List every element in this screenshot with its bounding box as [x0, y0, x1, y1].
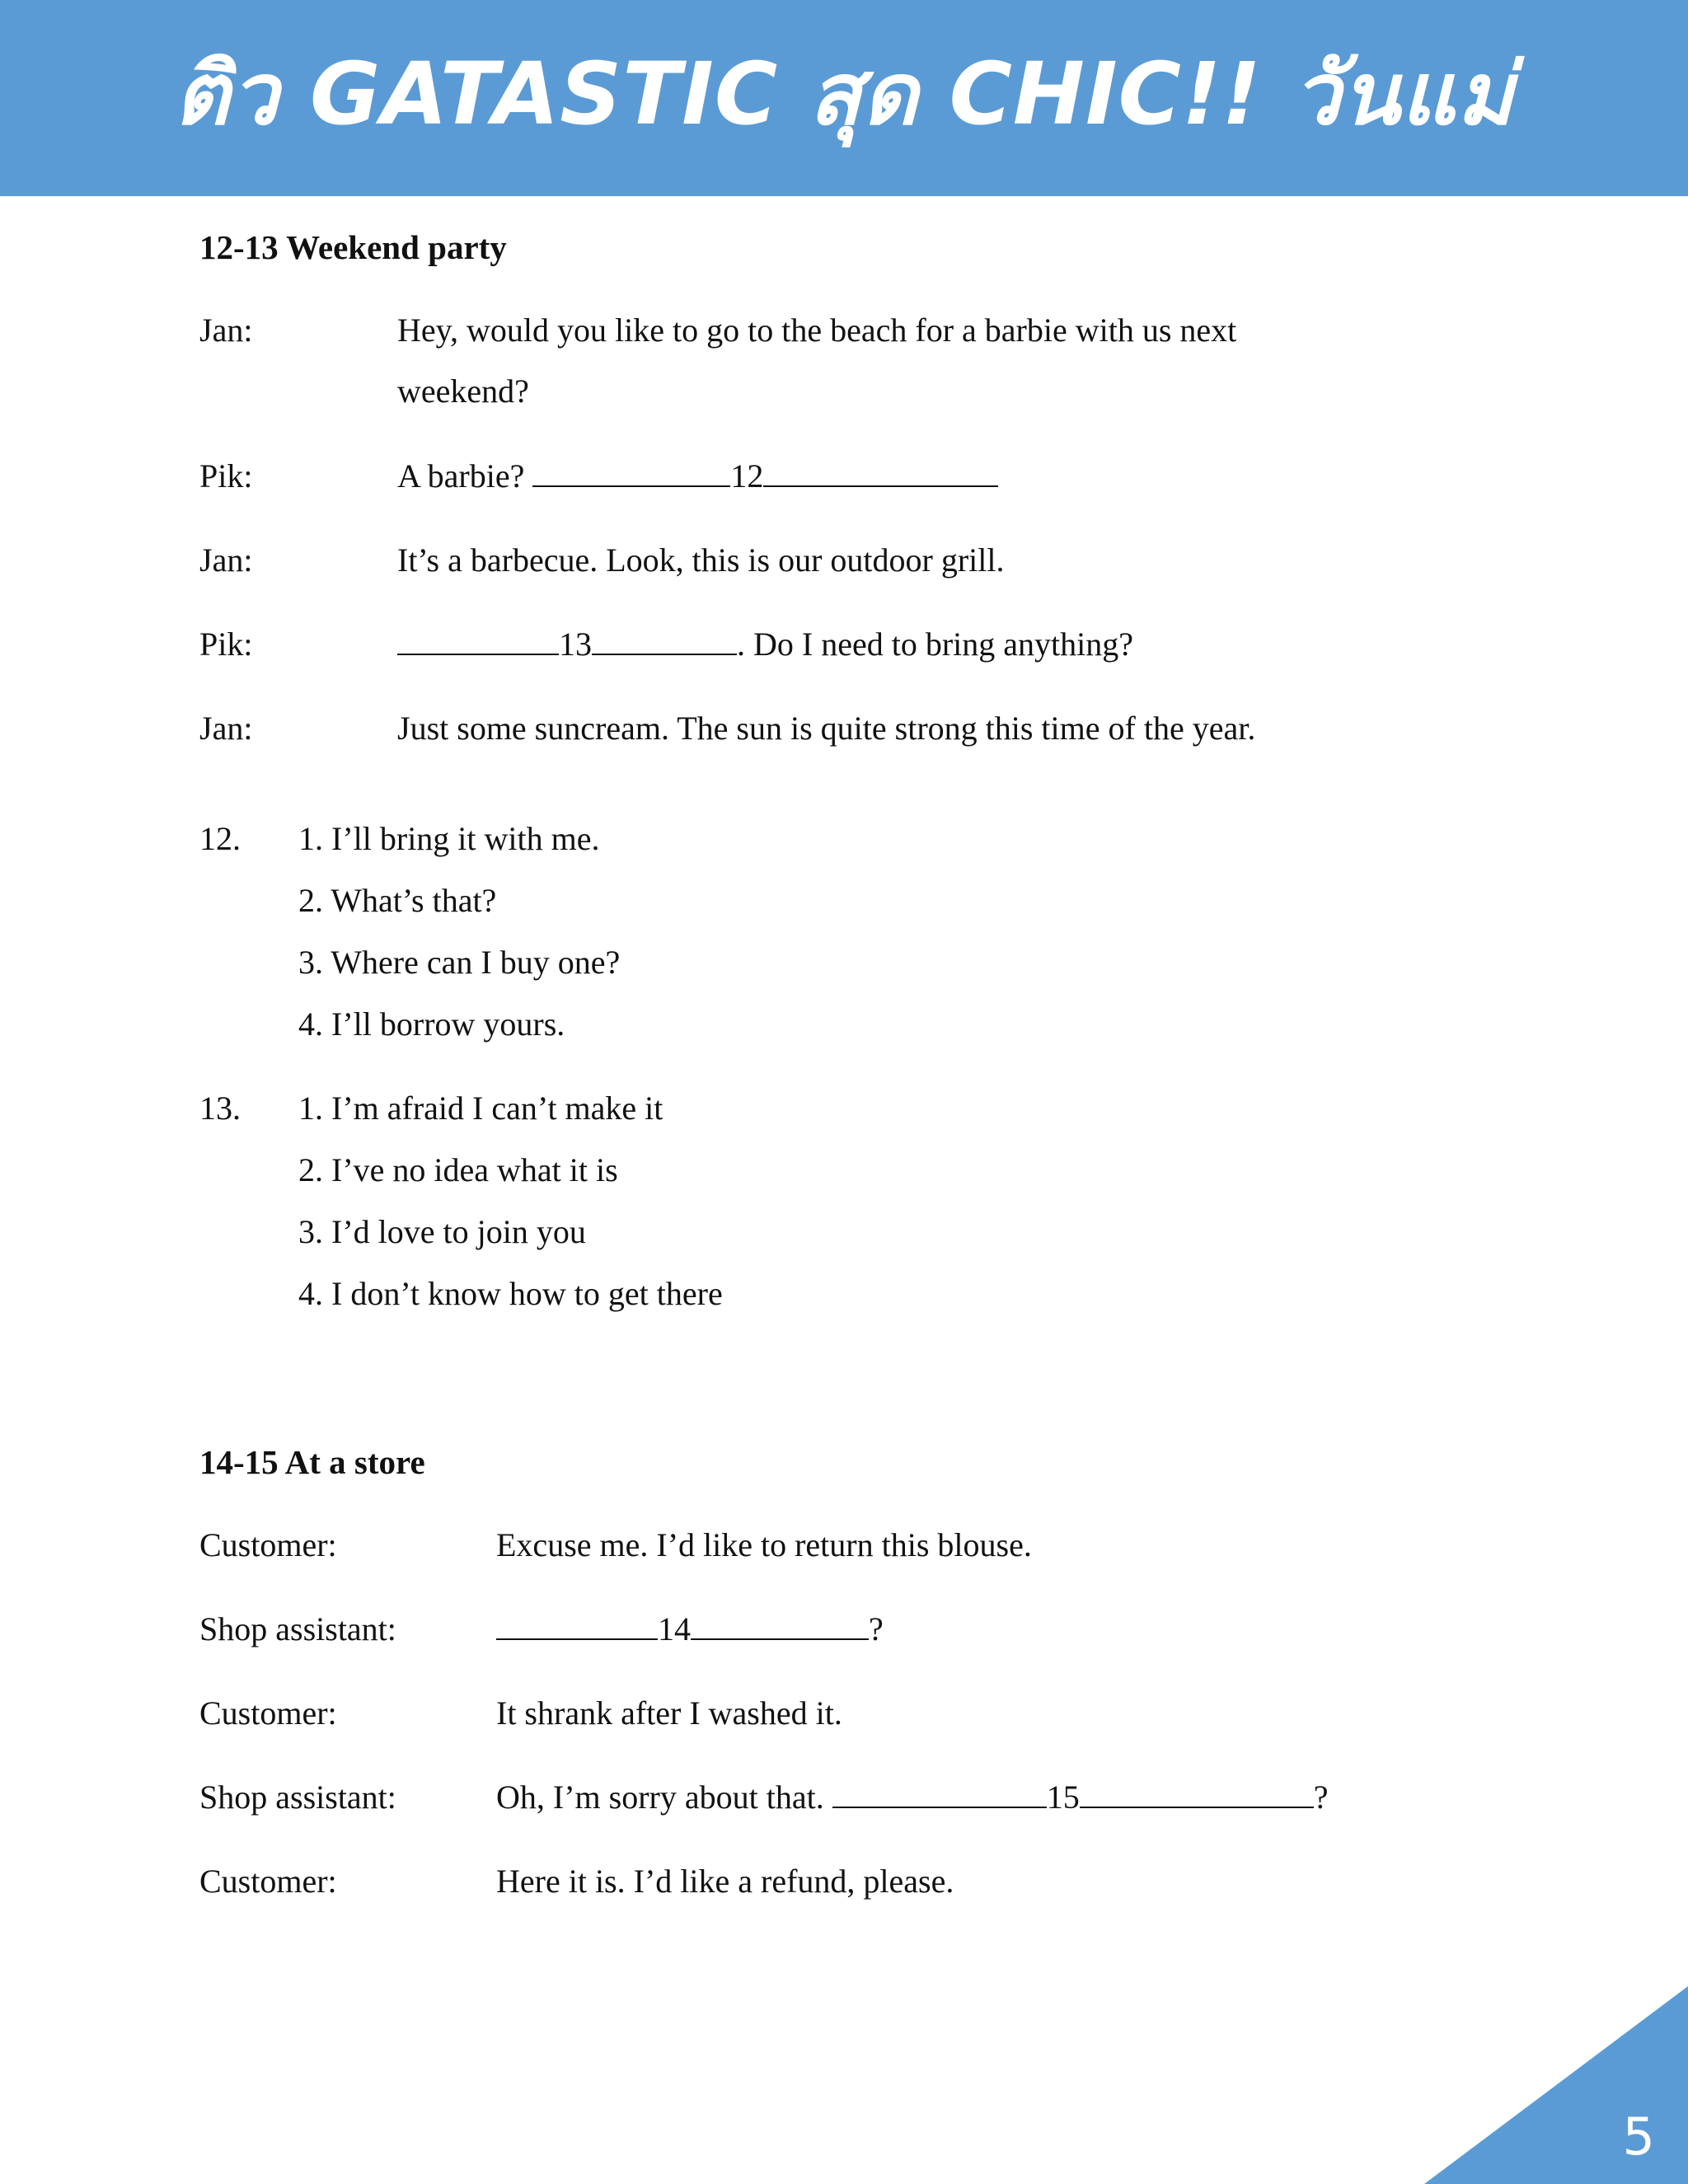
answer-blank-14[interactable]	[496, 1638, 658, 1640]
dialogue-text: Oh, I’m sorry about that.	[496, 1779, 832, 1816]
header-banner	[0, 0, 1688, 196]
page-header-title: ติว GATASTIC สุด CHIC!! วันแม่	[173, 44, 1515, 144]
dialogue-text: Just some suncream. The sun is quite strong this time of the year.	[397, 710, 1256, 747]
dialogue-text: A barbie?	[397, 457, 533, 494]
answer-blank-13[interactable]	[397, 654, 559, 655]
answer-option[interactable]: 3. Where can I buy one?	[298, 944, 621, 981]
answer-option[interactable]: 2. What’s that?	[298, 882, 497, 919]
speaker-label: Customer:	[199, 1526, 337, 1563]
dialogue-text: Excuse me. I’d like to return this blouse.	[496, 1526, 1032, 1563]
answer-option[interactable]: 3. I’d love to join you	[298, 1213, 586, 1250]
dialogue-text: weekend?	[397, 373, 529, 410]
dialogue-text: Hey, would you like to go to the beach for a barbie with us next	[397, 312, 1237, 349]
dialogue-text-with-blank	[496, 1777, 1328, 1818]
dialogue-text-with-blank	[496, 1609, 884, 1650]
answer-blank-15[interactable]	[832, 1807, 1047, 1808]
answer-option[interactable]: 1. I’ll bring it with me.	[298, 820, 600, 857]
dialogue-text: It shrank after I washed it.	[496, 1694, 842, 1732]
section-title: 14-15 At a store	[199, 1443, 425, 1481]
speaker-label: Shop assistant:	[199, 1610, 396, 1647]
speaker-label: Pik:	[199, 626, 253, 663]
answer-blank-12[interactable]	[532, 485, 730, 487]
section-title: 12-13 Weekend party	[199, 228, 507, 266]
speaker-label: Jan:	[199, 312, 253, 349]
question-number: 13.	[199, 1090, 241, 1127]
dialogue-text: ?	[1313, 1779, 1329, 1816]
speaker-label: Customer:	[199, 1863, 337, 1900]
dialogue-text-with-blank	[397, 456, 998, 497]
blank-number: 12	[730, 457, 764, 494]
answer-blank-13-tail[interactable]	[592, 654, 737, 655]
speaker-label: Shop assistant:	[199, 1779, 396, 1816]
blank-number: 14	[658, 1610, 691, 1647]
answer-option[interactable]: 4. I don’t know how to get there	[298, 1275, 723, 1312]
speaker-label: Jan:	[199, 541, 253, 579]
answer-blank-12-tail[interactable]	[763, 485, 998, 487]
dialogue-text: Here it is. I’d like a refund, please.	[496, 1863, 954, 1900]
answer-option[interactable]: 1. I’m afraid I can’t make it	[298, 1090, 663, 1127]
speaker-label: Customer:	[199, 1694, 337, 1732]
blank-number: 13	[559, 626, 592, 663]
blank-number: 15	[1046, 1779, 1080, 1816]
dialogue-text-with-blank	[397, 624, 1133, 665]
answer-blank-14-tail[interactable]	[691, 1638, 869, 1640]
answer-option[interactable]: 2. I’ve no idea what it is	[298, 1151, 618, 1188]
dialogue-text: It’s a barbecue. Look, this is our outdoor grill.	[397, 541, 1005, 579]
answer-option[interactable]: 4. I’ll borrow yours.	[298, 1005, 565, 1043]
speaker-label: Pik:	[199, 457, 253, 494]
speaker-label: Jan:	[199, 710, 253, 747]
answer-blank-15-tail[interactable]	[1080, 1807, 1314, 1808]
page-number: 5	[1622, 2107, 1655, 2167]
question-number: 12.	[199, 820, 241, 857]
dialogue-text: ?	[869, 1610, 884, 1647]
dialogue-text: . Do I need to bring anything?	[737, 626, 1133, 663]
